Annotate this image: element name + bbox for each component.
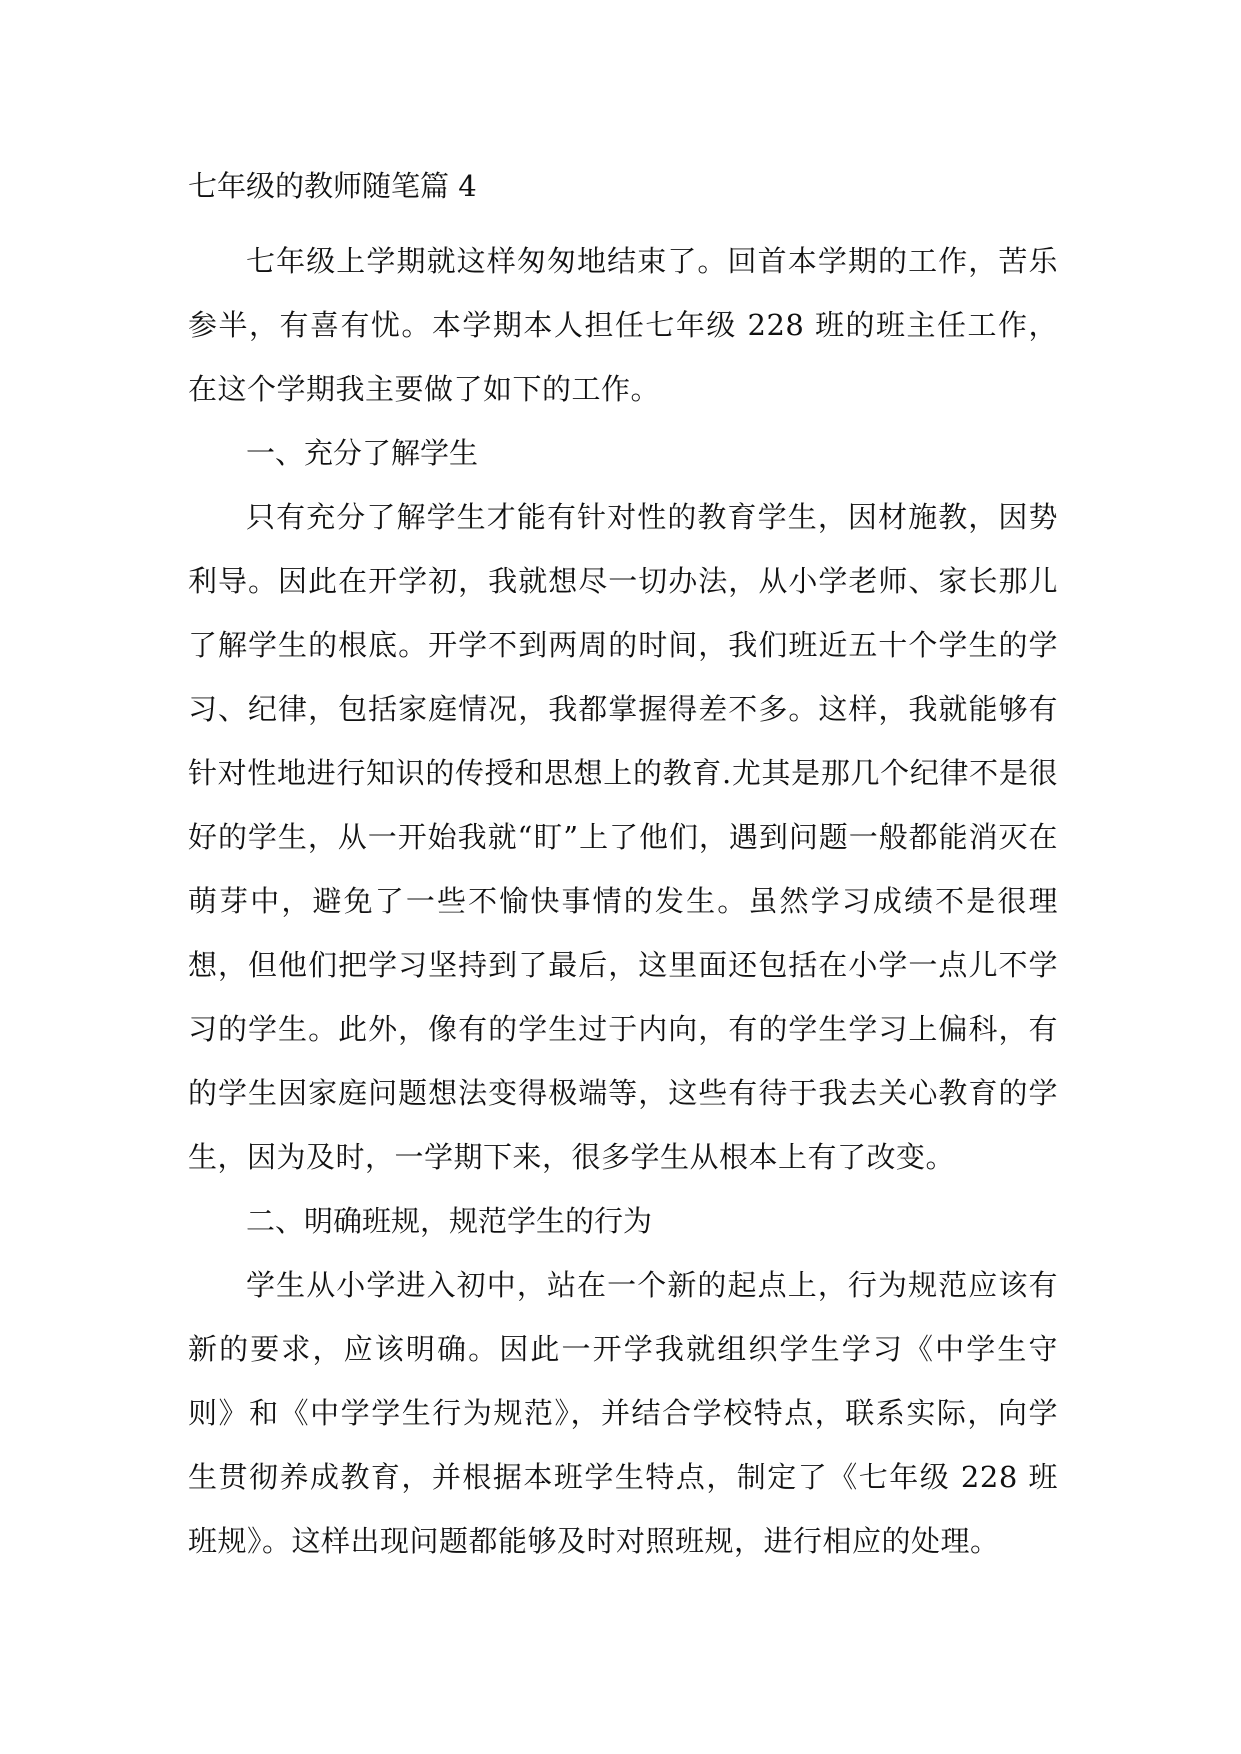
section-heading-2: 二、明确班规，规范学生的行为 (246, 1204, 653, 1238)
intro-paragraph: 七年级上学期就这样匆匆地结束了。回首本学期的工作，苦乐参半，有喜有忧。本学期本人担任七年级 228 班的班主任工作，在这个学期我主要做了如下的工作。 (188, 244, 1058, 406)
section-body-2: 学生从小学进入初中，站在一个新的起点上，行为规范应该有新的要求，应该明确。因此一开学我就组织学生学习《中学生守则》和《中学学生行为规范》，并结合学校特点，联系实际，向学生贯彻养成教育，并根据本班学生特点，制定了《七年级 228 班班规》。这样出现问题都能够及时对照班规，进行相应的处理。 (188, 1268, 1058, 1558)
section-heading-1: 一、充分了解学生 (246, 436, 479, 470)
document-title: 七年级的教师随笔篇 4 (188, 169, 477, 203)
document-page (188, 162, 1058, 1573)
section-body-1: 只有充分了解学生才能有针对性的教育学生，因材施教，因势利导。因此在开学初，我就想尽一切办法，从小学老师、家长那儿了解学生的根底。开学不到两周的时间，我们班近五十个学生的学习、纪律，包括家庭情况，我都掌握得差不多。这样，我就能够有针对性地进行知识的传授和思想上的教育.尤其是那几个纪律不是很好的学生，从一开始我就“盯”上了他们，遇到问题一般都能消灭在萌芽中，避免了一些不愉快事情的发生。虽然学习成绩不是很理想，但他们把学习坚持到了最后，这里面还包括在小学一点儿不学习的学生。此外，像有的学生过于内向，有的学生学习上偏科，有的学生因家庭问题想法变得极端等，这些有待于我去关心教育的学生，因为及时，一学期下来，很多学生从根本上有了改变。 (188, 500, 1058, 1174)
